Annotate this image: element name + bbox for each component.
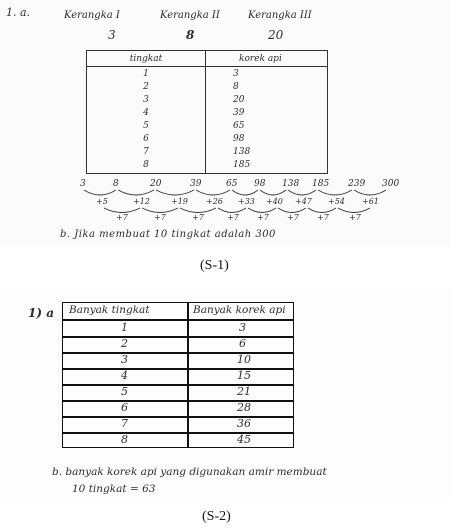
second-difference: +7 bbox=[317, 213, 329, 222]
row-divider bbox=[63, 336, 293, 338]
table-cell: 36 bbox=[237, 417, 251, 430]
table-cell: 2 bbox=[121, 337, 128, 350]
answer-scan-s1 bbox=[0, 0, 450, 245]
table-cell: 10 bbox=[237, 353, 251, 366]
sequence-value: 3 bbox=[80, 179, 86, 189]
first-difference: +47 bbox=[295, 197, 312, 206]
header-value-3: 20 bbox=[268, 28, 284, 42]
row-divider bbox=[63, 319, 293, 321]
answer-b-s2-line2: 10 tingkat = 63 bbox=[72, 483, 156, 495]
table-cell: 185 bbox=[233, 160, 251, 170]
table-cell: 3 bbox=[233, 69, 239, 79]
table-cell: 6 bbox=[121, 401, 128, 414]
row-divider bbox=[63, 368, 293, 370]
table-cell: 8 bbox=[143, 160, 149, 170]
table-cell: 98 bbox=[233, 134, 245, 144]
data-table-s2 bbox=[62, 302, 294, 448]
column-header-banyak-tingkat: Banyak tingkat bbox=[69, 304, 150, 316]
sequence-value: 98 bbox=[254, 179, 266, 189]
first-difference: +5 bbox=[96, 197, 108, 206]
sequence-value: 300 bbox=[382, 179, 400, 189]
table-cell: 8 bbox=[121, 433, 128, 446]
table-cell: 21 bbox=[237, 385, 251, 398]
table-cell: 1 bbox=[143, 69, 149, 79]
caption-s1: (S-1) bbox=[200, 258, 229, 273]
table-cell: 3 bbox=[239, 321, 246, 334]
first-difference: +61 bbox=[362, 197, 379, 206]
table-cell: 5 bbox=[143, 121, 149, 131]
column-header-tingkat: tingkat bbox=[129, 54, 163, 64]
column-divider bbox=[187, 303, 189, 447]
table-cell: 45 bbox=[237, 433, 251, 446]
sequence-value: 8 bbox=[113, 179, 119, 189]
table-cell: 39 bbox=[233, 108, 245, 118]
first-difference: +12 bbox=[133, 197, 150, 206]
table-cell: 28 bbox=[237, 401, 251, 414]
row-divider bbox=[63, 384, 293, 386]
answer-b-s2-line1: b. banyak korek api yang digunakan amir membuat bbox=[52, 466, 327, 478]
question-label: 1. a. bbox=[6, 6, 31, 19]
table-cell: 3 bbox=[143, 95, 149, 105]
sequence-value: 65 bbox=[226, 179, 238, 189]
header-kerangka-3: Kerangka III bbox=[248, 10, 312, 21]
header-value-2: 8 bbox=[186, 28, 195, 42]
first-difference: +19 bbox=[171, 197, 188, 206]
table-cell: 8 bbox=[233, 82, 239, 92]
sequence-value: 239 bbox=[348, 179, 366, 189]
answer-b-s1: b. Jika membuat 10 tingkat adalah 300 bbox=[60, 229, 276, 240]
table-cell: 20 bbox=[233, 95, 245, 105]
second-difference: +7 bbox=[227, 213, 239, 222]
row-divider bbox=[63, 400, 293, 402]
second-difference: +7 bbox=[287, 213, 299, 222]
second-difference: +7 bbox=[116, 213, 128, 222]
header-kerangka-2: Kerangka II bbox=[160, 10, 220, 21]
caption-s2: (S-2) bbox=[202, 509, 231, 524]
first-difference: +54 bbox=[328, 197, 345, 206]
first-difference: +40 bbox=[266, 197, 283, 206]
sequence-value: 39 bbox=[190, 179, 202, 189]
header-kerangka-1: Kerangka I bbox=[64, 10, 120, 21]
second-difference: +7 bbox=[154, 213, 166, 222]
first-difference: +26 bbox=[206, 197, 223, 206]
table-cell: 6 bbox=[239, 337, 246, 350]
column-header-korek-api: korek api bbox=[239, 54, 282, 64]
question-label: 1) a bbox=[28, 306, 54, 320]
table-cell: 2 bbox=[143, 82, 149, 92]
table-cell: 5 bbox=[121, 385, 128, 398]
second-difference: +7 bbox=[257, 213, 269, 222]
row-divider bbox=[63, 352, 293, 354]
first-difference: +33 bbox=[238, 197, 255, 206]
second-difference: +7 bbox=[349, 213, 361, 222]
column-header-banyak-korek-api: Banyak korek api bbox=[193, 304, 286, 316]
sequence-value: 20 bbox=[150, 179, 162, 189]
row-divider bbox=[63, 432, 293, 434]
table-cell: 7 bbox=[121, 417, 128, 430]
table-cell: 138 bbox=[233, 147, 251, 157]
sequence-value: 185 bbox=[312, 179, 330, 189]
row-divider bbox=[63, 416, 293, 418]
sequence-value: 138 bbox=[282, 179, 300, 189]
table-cell: 65 bbox=[233, 121, 245, 131]
table-cell: 1 bbox=[121, 321, 128, 334]
table-cell: 4 bbox=[143, 108, 149, 118]
table-cell: 3 bbox=[121, 353, 128, 366]
second-difference: +7 bbox=[192, 213, 204, 222]
table-cell: 15 bbox=[237, 369, 251, 382]
table-cell: 7 bbox=[143, 147, 149, 157]
difference-arcs bbox=[0, 0, 450, 245]
header-value-1: 3 bbox=[108, 28, 116, 42]
table-cell: 4 bbox=[121, 369, 128, 382]
table-cell: 6 bbox=[143, 134, 149, 144]
